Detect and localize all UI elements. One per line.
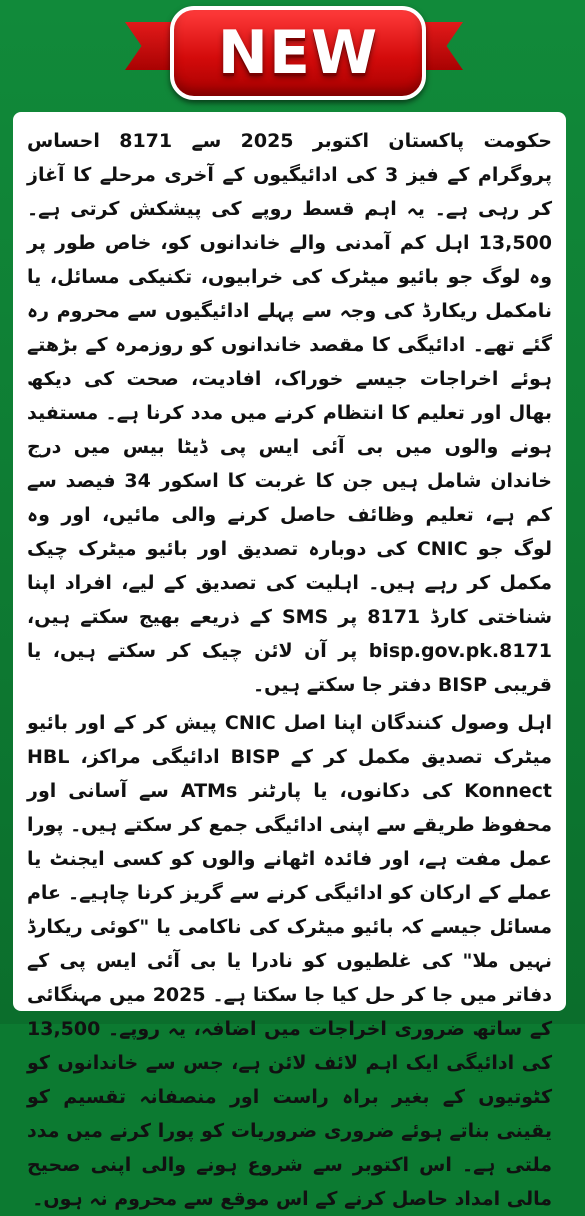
new-badge-label: NEW [217,18,379,88]
new-banner [0,0,585,115]
article-paragraph-2: اہل وصول کنندگان اپنا اصل CNIC پیش کر کے اور بائیو میٹرک تصدیق مکمل کر کے BISP ادائیگی مراکز، HBL Konnect کی دکانوں، یا پارٹنر ATMs سے آسانی اور محفوظ طریقے سے اپنی ادائیگی جمع کر سکتے ہیں۔ پورا عمل مفت ہے، اور فائدہ اٹھانے والوں کو کسی ایجنٹ یا عملے کے ارکان کو ادائیگی کرنے سے گریز کرنا چاہیے۔ عام مسائل جیسے کہ بائیو میٹرک کی ناکامی یا "کوئی ریکارڈ نہیں ملا" کی غلطیوں کو نادرا یا بی آئی ایس پی کے دفاتر میں جا کر حل کیا جا سکتا ہے۔ 2025 میں مہنگائی کے ساتھ ضروری اخراجات میں اضافہ، یہ روپے۔ 13,500 کی ادائیگی ایک اہم لائف لائن ہے، جس سے خاندانوں کو کٹوتیوں کے بغیر براہ راست اور منصفانہ تقسیم کو یقینی بناتے ہوئے ضروری ضروریات کو پورا کرنے میں مدد ملتی ہے۔ اس اکتوبر سے شروع ہونے والی اپنی صحیح مالی امداد حاصل کرنے کے اس موقع سے محروم نہ ہوں۔ [27,712,552,1210]
new-badge [170,6,426,100]
article-paragraph-1: حکومت پاکستان اکتوبر 2025 سے 8171 احساس پروگرام کے فیز 3 کی ادائیگیوں کے آخری مرحلے کا آغاز کر رہی ہے۔ یہ اہم قسط روپے کی پیشکش کرتی ہے۔ 13,500 اہل کم آمدنی والے خاندانوں کو، خاص طور پر وہ لوگ جو بائیو میٹرک کی خرابیوں، تکنیکی مسائل، یا نامکمل ریکارڈ کی وجہ سے پہلے ادائیگیوں سے محروم رہ گئے تھے۔ ادائیگی کا مقصد خاندانوں کو روزمرہ کے بڑھتے ہوئے اخراجات جیسے خوراک، افادیت، صحت کی دیکھ بھال اور تعلیم کا انتظام کرنے میں مدد کرنا ہے۔ مستفید ہونے والوں میں بی آئی ایس پی ڈیٹا بیس میں درج خاندان شامل ہیں جن کا غربت کا اسکور 34 فیصد سے کم ہے، تعلیم وظائف حاصل کرنے والی مائیں، اور وہ لوگ جو CNIC کی دوبارہ تصدیق اور بائیو میٹرک چیک مکمل کر رہے ہیں۔ اہلیت کی تصدیق کے لیے، افراد اپنا شناختی کارڈ 8171 پر SMS کے ذریعے بھیج سکتے ہیں، 8171.bisp.gov.pk پر آن لائن چیک کر سکتے ہیں، یا قریبی BISP دفتر جا سکتے ہیں۔ [27,130,553,696]
article-card [13,112,566,1210]
